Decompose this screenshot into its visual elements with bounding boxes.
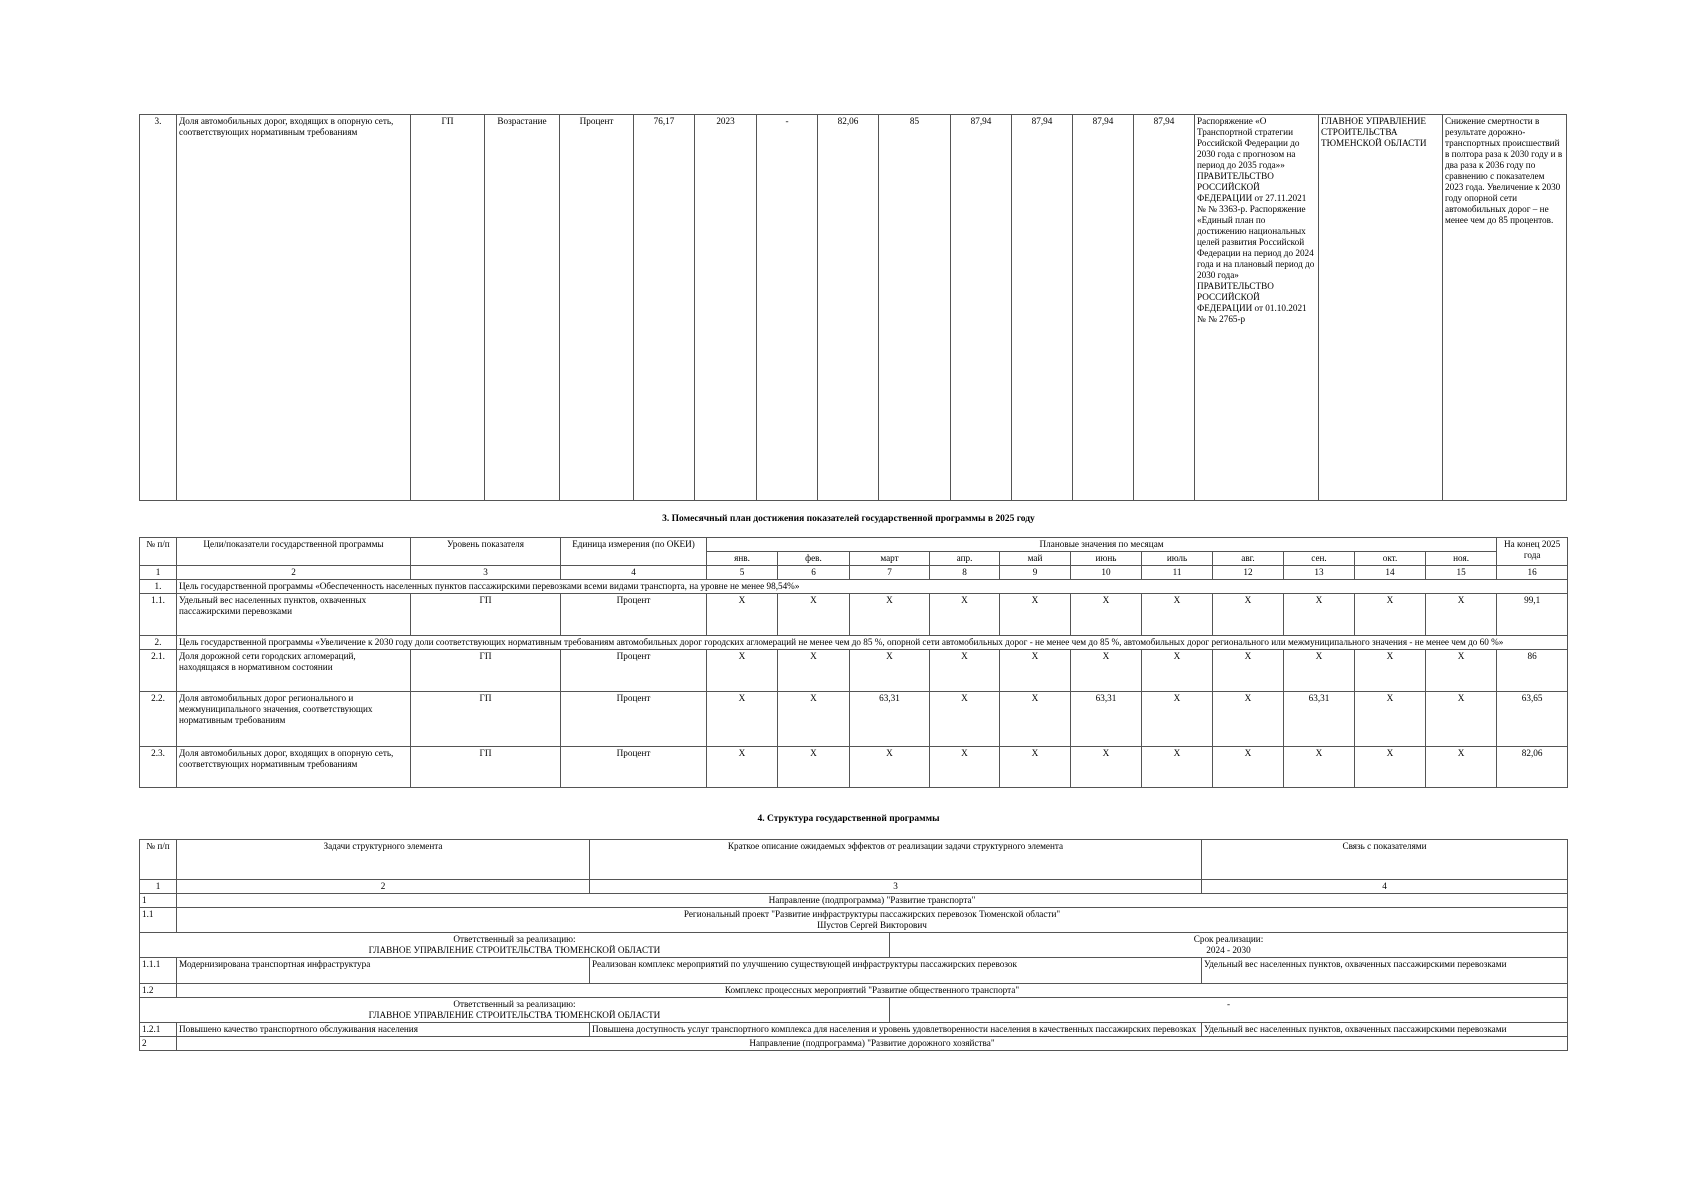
direction-row: [140, 1037, 1568, 1051]
col-number: 16: [1497, 566, 1568, 580]
col-number: 6: [778, 566, 850, 580]
col-number: 12: [1213, 566, 1284, 580]
value-cell: 87,94: [951, 115, 1012, 501]
month-value: 63,31: [1284, 692, 1355, 747]
year-end-value: 99,1: [1497, 594, 1568, 636]
month-header: фев.: [778, 552, 850, 566]
goal-text: Цель государственной программы «Увеличение к 2030 году доли соответствующих нормативным требованиям автомобильных дорог городских агломераций не менее чем до 85 %, опорной сети автомобильных дорог - не менее чем до 85 %, автомобильных дорог регионального или межмуниципального значения - не менее чем до 60 %»: [177, 636, 1568, 650]
project-lead: Шустов Сергей Викторович: [817, 920, 927, 930]
goal-number: 1.: [140, 580, 177, 594]
col-number: 14: [1355, 566, 1426, 580]
month-header: март: [850, 552, 930, 566]
responsible-row: [140, 998, 1568, 1023]
header-year-end: На конец 2025 года: [1497, 538, 1568, 566]
header-unit: Единица измерения (по ОКЕИ): [561, 538, 707, 566]
column-numbers-row: [140, 566, 1568, 580]
month-value: X: [930, 594, 1000, 636]
direction-text: Направление (подпрограмма) "Развитие дорожного хозяйства": [177, 1037, 1568, 1051]
task-row: [140, 1023, 1568, 1037]
indicator-unit: Процент: [560, 115, 634, 501]
table-row: [140, 594, 1568, 636]
value-dash: -: [757, 115, 818, 501]
month-value: X: [778, 650, 850, 692]
indicator-unit: Процент: [561, 594, 707, 636]
header-num: № п/п: [140, 840, 177, 880]
project-title: Региональный проект "Развитие инфраструктуры пассажирских перевозок Тюменской области": [683, 909, 1061, 919]
col-number: 10: [1071, 566, 1142, 580]
row-number: 1.1: [140, 908, 177, 933]
indicator-level: ГП: [411, 594, 561, 636]
indicator-unit: Процент: [561, 692, 707, 747]
month-value: X: [1142, 594, 1213, 636]
header-level: Уровень показателя: [411, 538, 561, 566]
month-value: 63,31: [850, 692, 930, 747]
month-value: X: [1000, 692, 1071, 747]
indicator-unit: Процент: [561, 747, 707, 788]
goal-row: [140, 636, 1568, 650]
month-value: X: [1000, 650, 1071, 692]
row-number: 1.1.: [140, 594, 177, 636]
col-number: 2: [177, 880, 590, 894]
month-value: X: [1426, 747, 1497, 788]
month-value: X: [1071, 594, 1142, 636]
month-value: X: [778, 692, 850, 747]
project-row: [140, 908, 1568, 933]
value-cell: 85: [879, 115, 951, 501]
year-end-value: 86: [1497, 650, 1568, 692]
responsible-label: Ответственный за реализацию:: [453, 934, 576, 944]
indicator-level: ГП: [411, 650, 561, 692]
col-number: 3: [411, 566, 561, 580]
month-value: X: [1355, 594, 1426, 636]
responsible-org: ГЛАВНОЕ УПРАВЛЕНИЕ СТРОИТЕЛЬСТВА ТЮМЕНСКОЙ ОБЛАСТИ: [1319, 115, 1443, 501]
month-value: X: [850, 747, 930, 788]
col-number: 4: [561, 566, 707, 580]
month-value: X: [1426, 692, 1497, 747]
base-year: 2023: [695, 115, 757, 501]
column-numbers-row: [140, 880, 1568, 894]
responsible-cell: [140, 933, 890, 958]
responsible-org: ГЛАВНОЕ УПРАВЛЕНИЕ СТРОИТЕЛЬСТВА ТЮМЕНСКОЙ ОБЛАСТИ: [368, 1010, 661, 1020]
month-value: X: [707, 594, 778, 636]
responsible-row: [140, 933, 1568, 958]
month-value: X: [1213, 650, 1284, 692]
month-value: X: [707, 650, 778, 692]
month-value: X: [1284, 747, 1355, 788]
row-number: 2: [140, 1037, 177, 1051]
month-value: X: [1142, 650, 1213, 692]
task-text: Повышено качество транспортного обслуживания населения: [177, 1023, 590, 1037]
indicator-name: Доля дорожной сети городских агломераций, находящаяся в нормативном состоянии: [177, 650, 411, 692]
indicator-level: ГП: [411, 115, 485, 501]
col-number: 11: [1142, 566, 1213, 580]
month-value: X: [1000, 594, 1071, 636]
monthly-plan-table: [139, 537, 1568, 788]
row-number: 1.2.1: [140, 1023, 177, 1037]
row-number: 1.1.1: [140, 958, 177, 984]
indicator-name: Доля автомобильных дорог, входящих в опорную сеть, соответствующих нормативным требованиям: [177, 115, 411, 501]
header-name: Цели/показатели государственной программы: [177, 538, 411, 566]
direction-text: Направление (подпрограмма) "Развитие транспорта": [177, 894, 1568, 908]
value-cell: 87,94: [1012, 115, 1073, 501]
month-value: X: [1071, 747, 1142, 788]
table-header-row: [140, 538, 1568, 552]
month-value: X: [707, 747, 778, 788]
col-number: 1: [140, 566, 177, 580]
term-value: -: [890, 998, 1568, 1023]
section-3-title: 3. Помесячный план достижения показателей государственной программы в 2025 году: [662, 514, 1035, 524]
term-value: 2024 - 2030: [1206, 945, 1251, 955]
col-number: 13: [1284, 566, 1355, 580]
month-value: X: [930, 692, 1000, 747]
month-value: X: [1000, 747, 1071, 788]
header-effects: Краткое описание ожидаемых эффектов от реализации задачи структурного элемента: [590, 840, 1202, 880]
indicators-table-continuation: [139, 114, 1567, 501]
row-number: 1.2: [140, 984, 177, 998]
indicator-link: Удельный вес населенных пунктов, охваченных пассажирскими перевозками: [1202, 1023, 1568, 1037]
month-value: X: [1213, 692, 1284, 747]
term-cell: [890, 933, 1568, 958]
month-value: X: [1071, 650, 1142, 692]
base-value: 76,17: [634, 115, 695, 501]
col-number: 9: [1000, 566, 1071, 580]
indicator-name: Доля автомобильных дорог регионального и межмуниципального значения, соответствующих нормативным требованиям: [177, 692, 411, 747]
header-link: Связь с показателями: [1202, 840, 1568, 880]
effect-text: Реализован комплекс мероприятий по улучшению существующей инфраструктуры пассажирских перевозок: [590, 958, 1202, 984]
table-row: [140, 692, 1568, 747]
goal-text: Цель государственной программы «Обеспеченность населенных пунктов пассажирскими перевозками всеми видами транспорта, на уровне не менее 98,54%»: [177, 580, 1568, 594]
section-4-title: 4. Структура государственной программы: [757, 814, 940, 824]
col-number: 2: [177, 566, 411, 580]
indicator-unit: Процент: [561, 650, 707, 692]
month-value: X: [1426, 650, 1497, 692]
month-value: X: [1142, 747, 1213, 788]
month-value: X: [850, 650, 930, 692]
header-num: № п/п: [140, 538, 177, 566]
goal-row: [140, 580, 1568, 594]
value-cell: 87,94: [1073, 115, 1134, 501]
table-row: [140, 747, 1568, 788]
task-text: Модернизирована транспортная инфраструктура: [177, 958, 590, 984]
col-number: 15: [1426, 566, 1497, 580]
month-header: июль: [1142, 552, 1213, 566]
complex-text: Комплекс процессных мероприятий "Развитие общественного транспорта": [177, 984, 1568, 998]
month-value: X: [1213, 594, 1284, 636]
month-header: окт.: [1355, 552, 1426, 566]
responsible-cell: [140, 998, 890, 1023]
responsible-label: Ответственный за реализацию:: [453, 999, 576, 1009]
month-value: X: [1355, 747, 1426, 788]
row-number: 2.1.: [140, 650, 177, 692]
table-row: [140, 650, 1568, 692]
col-number: 1: [140, 880, 177, 894]
col-number: 7: [850, 566, 930, 580]
month-value: X: [778, 594, 850, 636]
value-cell: 87,94: [1134, 115, 1195, 501]
col-number: 3: [590, 880, 1202, 894]
row-number: 1: [140, 894, 177, 908]
national-goal-link: Снижение смертности в результате дорожно-транспортных происшествий в полтора раза к 2030 году и в два раза к 2036 году по сравнению с показателем 2023 года. Увеличение к 2030 году опорной сети автомобильных дорог – не менее чем до 85 процентов.: [1443, 115, 1567, 501]
term-label: Срок реализации:: [1193, 934, 1264, 944]
header-tasks: Задачи структурного элемента: [177, 840, 590, 880]
month-value: X: [1426, 594, 1497, 636]
month-header: сен.: [1284, 552, 1355, 566]
month-value: X: [930, 650, 1000, 692]
month-value: X: [707, 692, 778, 747]
month-value: X: [778, 747, 850, 788]
month-header: апр.: [930, 552, 1000, 566]
row-number: 2.2.: [140, 692, 177, 747]
indicator-level: ГП: [411, 692, 561, 747]
header-monthly: Плановые значения по месяцам: [707, 538, 1497, 552]
col-number: 5: [707, 566, 778, 580]
complex-row: [140, 984, 1568, 998]
indicator-level: ГП: [411, 747, 561, 788]
month-header: ноя.: [1426, 552, 1497, 566]
year-end-value: 82,06: [1497, 747, 1568, 788]
month-value: X: [1284, 650, 1355, 692]
value-cell: 82,06: [818, 115, 879, 501]
month-value: X: [1142, 692, 1213, 747]
project-cell: [177, 908, 1568, 933]
document-reference: Распоряжение «О Транспортной стратегии Российской Федерации до 2030 года с прогнозом на период до 2035 года»» ПРАВИТЕЛЬСТВО РОССИЙСКОЙ ФЕДЕРАЦИИ от 27.11.2021 № № 3363-р. Распоряжение «Единый план по достижению национальных целей развития Российской Федерации на период до 2024 года и на плановый период до 2030 года» ПРАВИТЕЛЬСТВО РОССИЙСКОЙ ФЕДЕРАЦИИ от 01.10.2021 № № 2765-р: [1195, 115, 1319, 501]
month-value: X: [1355, 650, 1426, 692]
table-header-row: [140, 840, 1568, 880]
col-number: 8: [930, 566, 1000, 580]
table-row: [140, 115, 1567, 501]
indicator-link: Удельный вес населенных пунктов, охваченных пассажирскими перевозками: [1202, 958, 1568, 984]
month-header: янв.: [707, 552, 778, 566]
month-value: X: [1284, 594, 1355, 636]
row-number: 3.: [140, 115, 177, 501]
month-value: X: [1213, 747, 1284, 788]
indicator-name: Доля автомобильных дорог, входящих в опорную сеть, соответствующих нормативным требованиям: [177, 747, 411, 788]
responsible-org: ГЛАВНОЕ УПРАВЛЕНИЕ СТРОИТЕЛЬСТВА ТЮМЕНСКОЙ ОБЛАСТИ: [368, 945, 661, 955]
month-value: 63,31: [1071, 692, 1142, 747]
year-end-value: 63,65: [1497, 692, 1568, 747]
task-row: [140, 958, 1568, 984]
indicator-name: Удельный вес населенных пунктов, охваченных пассажирскими перевозками: [177, 594, 411, 636]
month-header: июнь: [1071, 552, 1142, 566]
month-value: X: [930, 747, 1000, 788]
month-value: X: [850, 594, 930, 636]
goal-number: 2.: [140, 636, 177, 650]
month-header: май: [1000, 552, 1071, 566]
indicator-trend: Возрастание: [485, 115, 560, 501]
direction-row: [140, 894, 1568, 908]
row-number: 2.3.: [140, 747, 177, 788]
col-number: 4: [1202, 880, 1568, 894]
month-value: X: [1355, 692, 1426, 747]
program-structure-table: [139, 839, 1568, 1051]
month-header: авг.: [1213, 552, 1284, 566]
effect-text: Повышена доступность услуг транспортного комплекса для населения и уровень удовлетворенности населения в качественных пассажирских перевозках: [590, 1023, 1202, 1037]
